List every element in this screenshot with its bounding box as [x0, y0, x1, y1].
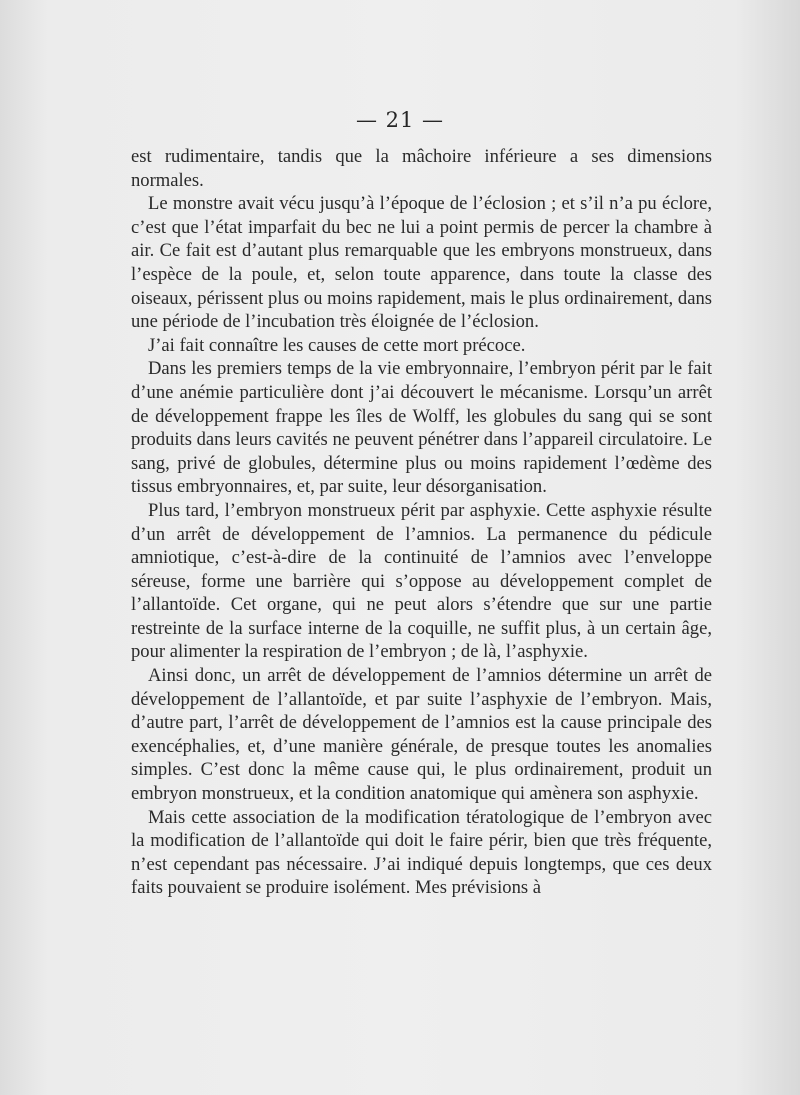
paragraph: Ainsi donc, un arrêt de développement de l’amnios détermine un arrêt de développement de l’allantoïde, et par suite l’asphyxie de l’embryon. Mais, d’autre part, l’arrêt de développement de l’amnios est la cause principale des exencéphalies, et, d’une manière générale, de presque toutes les anomalies simples. C’est donc la même cause qui, le plus ordinairement, produit un embryon monstrueux, et la condition anatomique qui amènera son asphyxie.	[131, 665, 712, 805]
paragraph: Le monstre avait vécu jusqu’à l’époque de l’éclosion ; et s’il n’a pu éclore, c’est que l’état imparfait du bec ne lui a point permis de percer la chambre à air. Ce fait est d’autant plus remarquable que les embryons monstrueux, dans l’espèce de la poule, et, selon toute apparence, dans toute la classe des oiseaux, périssent plus ou moins rapidement, mais le plus ordinairement, dans une période de l’incubation très éloignée de l’éclosion.	[131, 193, 712, 333]
paragraph: Dans les premiers temps de la vie embryonnaire, l’embryon périt par le fait d’une anémie particulière dont j’ai découvert le mécanisme. Lorsqu’un arrêt de développement frappe les îles de Wolff, les globules du sang qui se sont produits dans leurs cavités ne peuvent pénétrer dans l’appareil circulatoire. Le sang, privé de globules, détermine plus ou moins rapidement l’œdème des tissus embryonnaires, et, par suite, leur désorganisation.	[131, 358, 712, 498]
paragraph: Plus tard, l’embryon monstrueux périt par asphyxie. Cette asphyxie résulte d’un arrêt de développement de l’amnios. La permanence du pédicule amniotique, c’est-à-dire de la continuité de l’amnios avec l’enveloppe séreuse, forme une barrière qui s’oppose au développement complet de l’allantoïde. Cet organe, qui ne peut alors s’étendre que sur une partie restreinte de la surface interne de la coquille, ne suffit plus, à un certain âge, pour alimenter la respiration de l’embryon ; de là, l’asphyxie.	[131, 499, 712, 663]
page-number: — 21 —	[355, 108, 445, 132]
paragraph-continuation: est rudimentaire, tandis que la mâchoire inférieure a ses dimensions normales.	[131, 146, 712, 191]
paragraph: Mais cette association de la modification tératologique de l’embryon avec la modification de l’allantoïde qui doit le faire périr, bien que très fréquente, n’est cependant pas nécessaire. J’ai indiqué depuis longtemps, que ces deux faits pouvaient se produire isolément. Mes prévisions à	[131, 806, 712, 899]
body-text	[131, 145, 712, 900]
paragraph: J’ai fait connaître les causes de cette mort précoce.	[148, 334, 526, 356]
